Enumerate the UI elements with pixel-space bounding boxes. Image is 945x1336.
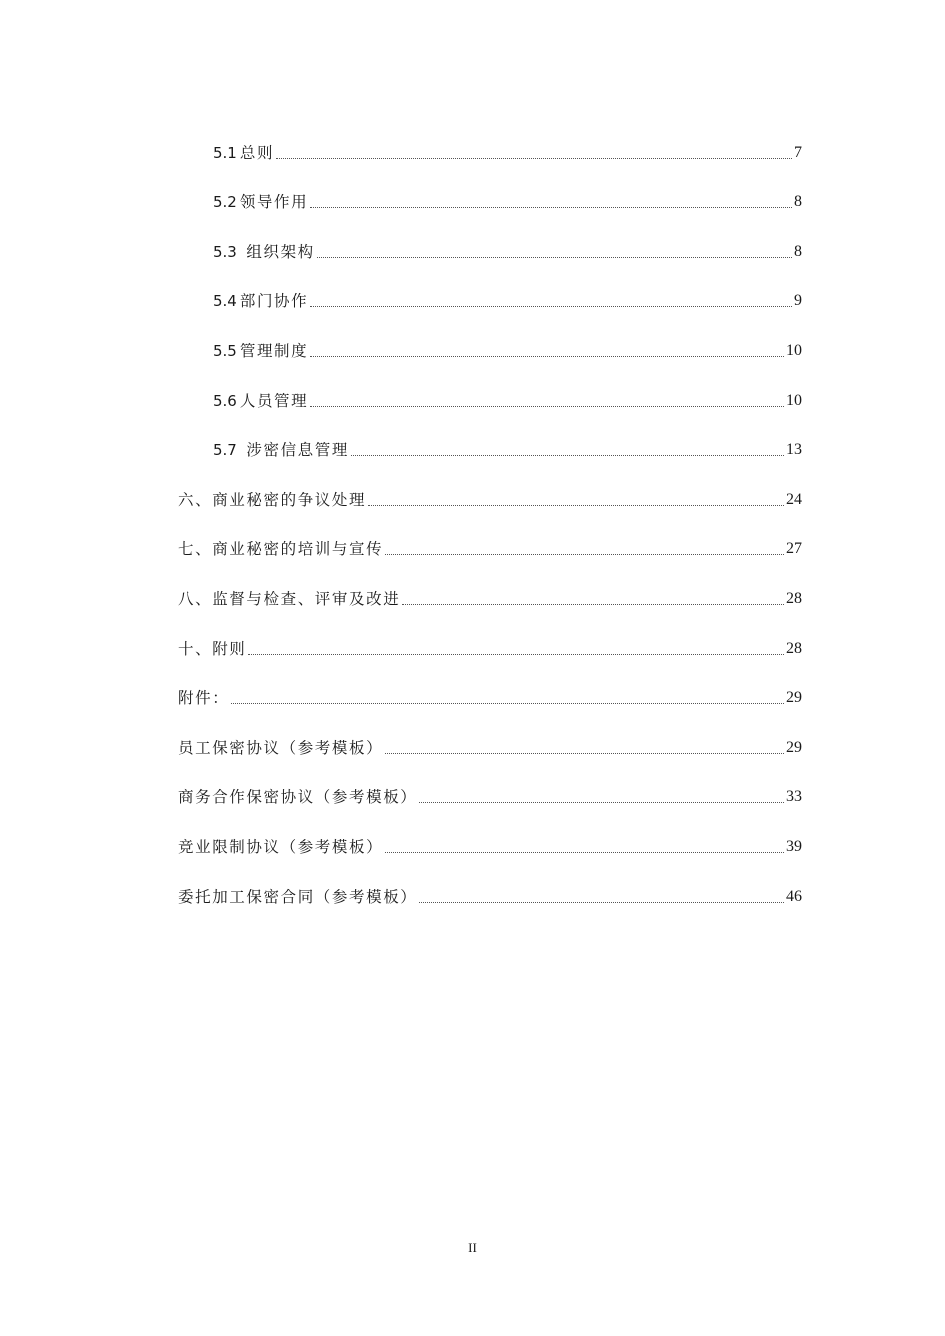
toc-entry[interactable]: [178, 275, 802, 325]
toc-entry-title: [178, 688, 229, 708]
toc-entry-label: 总则: [239, 143, 275, 162]
toc-dot-leader: [317, 257, 792, 258]
toc-entry[interactable]: [178, 672, 802, 722]
toc-dot-leader: [231, 703, 784, 704]
toc-entry-page: 28: [786, 589, 802, 607]
toc-entry-label: 涉密信息管理: [239, 441, 349, 460]
toc-entry-page: 10: [786, 391, 802, 409]
toc-dot-leader: [385, 554, 784, 555]
toc-entry-page: 24: [786, 490, 802, 508]
toc-entry-page: 10: [786, 341, 802, 359]
toc-entry[interactable]: [178, 771, 802, 821]
toc-entry-title: [178, 490, 366, 510]
table-of-contents: [178, 126, 802, 920]
toc-entry-number: 5.2: [213, 193, 237, 212]
toc-dot-leader: [351, 455, 784, 456]
toc-entry-label: 委托加工保密合同（参考模板）: [178, 887, 418, 906]
toc-entry-page: 13: [786, 441, 802, 459]
toc-entry-label: 部门协作: [239, 292, 309, 311]
toc-entry[interactable]: [178, 424, 802, 474]
toc-entry-number: 5.5: [213, 341, 237, 360]
toc-entry-label: 人员管理: [239, 391, 309, 410]
toc-dot-leader: [419, 802, 784, 803]
toc-entry-label: 七、商业秘密的培训与宣传: [178, 540, 384, 559]
toc-entry-page: 8: [794, 193, 802, 211]
toc-entry-page: 7: [794, 143, 802, 161]
toc-dot-leader: [385, 852, 784, 853]
toc-entry-label: 十、附则: [178, 639, 247, 658]
toc-entry[interactable]: [178, 176, 802, 226]
toc-entry-title: [213, 143, 274, 163]
toc-entry-label: 员工保密协议（参考模板）: [178, 738, 384, 757]
toc-entry-title: [178, 539, 383, 559]
toc-entry[interactable]: [178, 523, 802, 573]
toc-entry-page: 39: [786, 837, 802, 855]
toc-entry[interactable]: [178, 374, 802, 424]
toc-entry-page: 29: [786, 738, 802, 756]
toc-entry-label: 六、商业秘密的争议处理: [178, 490, 367, 509]
toc-dot-leader: [276, 158, 792, 159]
toc-entry-title: [178, 837, 383, 857]
toc-dot-leader: [368, 505, 784, 506]
toc-entry-title: [213, 192, 308, 212]
toc-dot-leader: [310, 406, 784, 407]
toc-dot-leader: [310, 356, 784, 357]
toc-entry-title: [213, 341, 308, 361]
toc-entry-label: 领导作用: [239, 193, 309, 212]
toc-entry-page: 46: [786, 887, 802, 905]
toc-entry[interactable]: [178, 622, 802, 672]
toc-entry-page: 9: [794, 292, 802, 310]
toc-entry[interactable]: [178, 473, 802, 523]
toc-entry-label: 八、监督与检查、评审及改进: [178, 589, 401, 608]
toc-entry-title: [213, 242, 315, 262]
toc-dot-leader: [419, 902, 784, 903]
toc-entry[interactable]: [178, 225, 802, 275]
toc-entry-number: 5.6: [213, 391, 237, 410]
toc-entry[interactable]: [178, 572, 802, 622]
toc-entry-title: [213, 391, 308, 411]
toc-entry-title: [178, 639, 246, 659]
toc-entry-label: 竞业限制协议（参考模板）: [178, 837, 384, 856]
toc-entry-title: [178, 589, 400, 609]
toc-entry-title: [178, 738, 383, 758]
toc-entry-number: 5.7: [213, 441, 237, 460]
toc-entry-title: [213, 291, 308, 311]
toc-entry-page: 29: [786, 689, 802, 707]
toc-entry-title: [178, 787, 417, 807]
toc-entry-page: 8: [794, 242, 802, 260]
toc-entry-label: 管理制度: [239, 341, 309, 360]
toc-entry-label: 商务合作保密协议（参考模板）: [178, 788, 418, 807]
toc-entry[interactable]: [178, 870, 802, 920]
toc-entry-title: [178, 887, 417, 907]
toc-entry[interactable]: [178, 324, 802, 374]
toc-entry-page: 27: [786, 540, 802, 558]
toc-entry-page: 28: [786, 639, 802, 657]
page-number: II: [468, 1240, 477, 1255]
toc-entry-number: 5.3: [213, 242, 237, 261]
toc-dot-leader: [402, 604, 784, 605]
toc-entry-number: 5.1: [213, 143, 237, 162]
toc-entry-label: 附件：: [178, 689, 230, 708]
toc-entry-label: 组织架构: [239, 242, 315, 261]
toc-entry[interactable]: [178, 721, 802, 771]
toc-dot-leader: [310, 207, 792, 208]
toc-dot-leader: [385, 753, 784, 754]
toc-dot-leader: [248, 654, 784, 655]
toc-dot-leader: [310, 306, 792, 307]
toc-entry-number: 5.4: [213, 292, 237, 311]
toc-entry-title: [213, 440, 349, 460]
toc-entry-page: 33: [786, 788, 802, 806]
toc-entry[interactable]: [178, 126, 802, 176]
toc-entry[interactable]: [178, 820, 802, 870]
